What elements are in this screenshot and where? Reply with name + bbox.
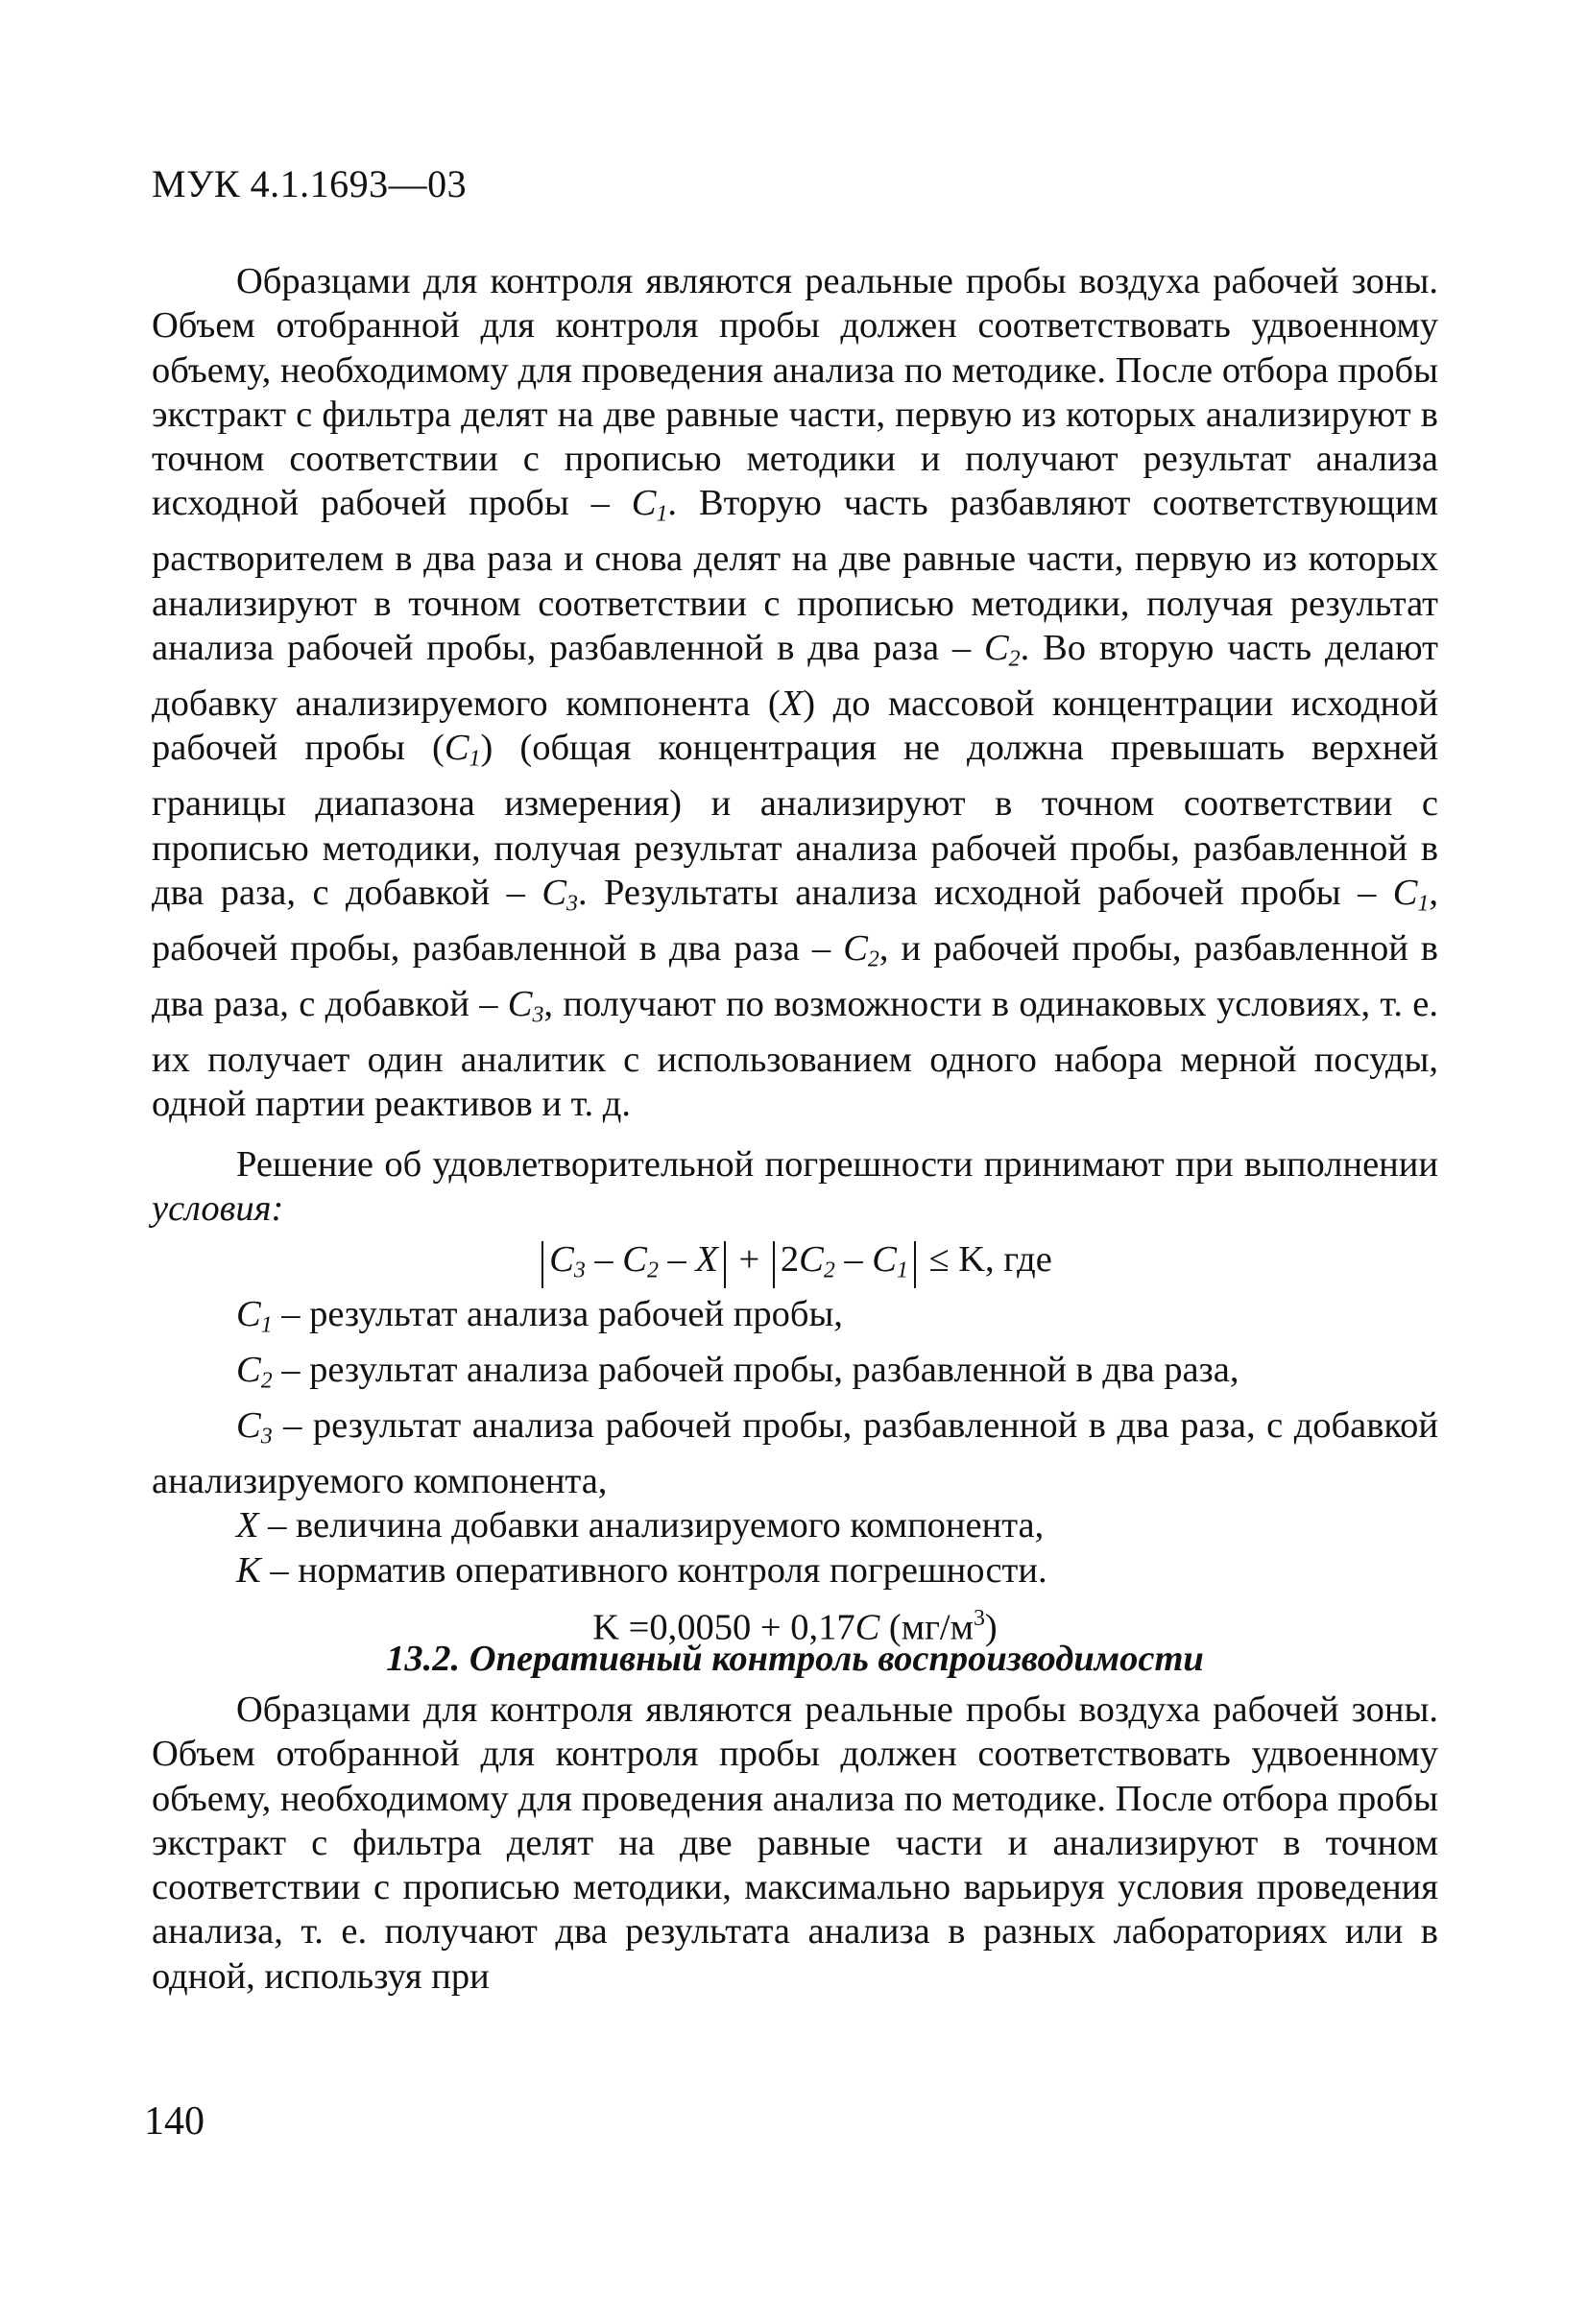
definition-c1: $C_1$ – результат анализа рабочей пробы, bbox=[236, 1294, 843, 1338]
page-number: 140 bbox=[144, 2099, 205, 2144]
paragraph-sampling-procedure bbox=[152, 259, 1438, 1126]
paragraph-text: Решение об удовлетворительной погрешности принимают при выполнении условия: bbox=[152, 1144, 1438, 1230]
paragraph-text: Образцами для контроля являются реальные пробы воздуха рабочей зоны. Объем отобранной для контроля пробы должен соответствовать удвоенному объему, необходимому для проведения анализа по методике. После отбора пробы экстракт с фильтра делят на две равные части и анализируют в точном соответствии с прописью методики, максимально варьируя условия проведения анализа, т. е. получают два результата анализа в разных лабораториях или в одной, используя при bbox=[152, 1689, 1438, 1997]
definition-c2: $C_2$ – результат анализа рабочей пробы, разбавленной в два раза, bbox=[236, 1350, 1239, 1394]
formula-k-norm: K =0,0050 + 0,17C $(мг/м^3)$ bbox=[592, 1606, 998, 1648]
definition-k: K – норматив оперативного контроля погрешности. bbox=[236, 1549, 1047, 1591]
section-title: 13.2. Оперативный контроль воспроизводимости bbox=[386, 1639, 1204, 1679]
definition-x: X – величина добавки анализируемого компонента, bbox=[236, 1505, 1045, 1546]
document-code-header: МУК 4.1.1693—03 bbox=[152, 162, 468, 205]
paragraph-decision-criterion bbox=[152, 1142, 1438, 1650]
paragraph-text: Образцами для контроля являются реальные пробы воздуха рабочей зоны. Объем отобранной для контроля пробы должен соответствовать удвоенному объему, необходимому для проведения анализа по методике. После отбора пробы экстракт с фильтра делят на две равные части, первую из которых анализируют в точном соответствии с прописью методики и получают результат анализа исходной рабочей пробы – $C_1$. Вторую часть разбавляют соответствующим растворителем в два раза и снова делят на две равные части, первую из которых анализируют в точном соответствии с прописью методики, получая результат анализа рабочей пробы, разбавленной в два раза – $C_2$. Во вторую часть делают добавку анализируемого компонента (X) до массовой концентрации исходной рабочей пробы $(C_1)$ (общая концентрация не должна превышать верхней границы диапазона измерения) и анализируют в точном соответствии с прописью методики, получая результат анализа рабочей пробы, разбавленной в два раза, с добавкой – $C_3$. Результаты анализа исходной рабочей пробы – $C_1$, рабочей пробы, разбавленной в два раза – $C_2$, и рабочей пробы, разбавленной в два раза, с добавкой – $C_3$, получают по возможности в одинаковых условиях, т. е. их получает один аналитик с использованием одного набора мерной посуды, одной партии реактивов и т. д. bbox=[152, 261, 1439, 1125]
formula-accuracy-condition: $C_3 - C_2 - X + 2C_2 - C_1 \le K$, где bbox=[152, 1237, 1438, 1289]
paragraph-reproducibility bbox=[152, 1688, 1438, 1999]
definition-c3: $C_3$ – результат анализа рабочей пробы, разбавленной в два раза, с добавкой анализируемого компонента, bbox=[152, 1405, 1439, 1502]
